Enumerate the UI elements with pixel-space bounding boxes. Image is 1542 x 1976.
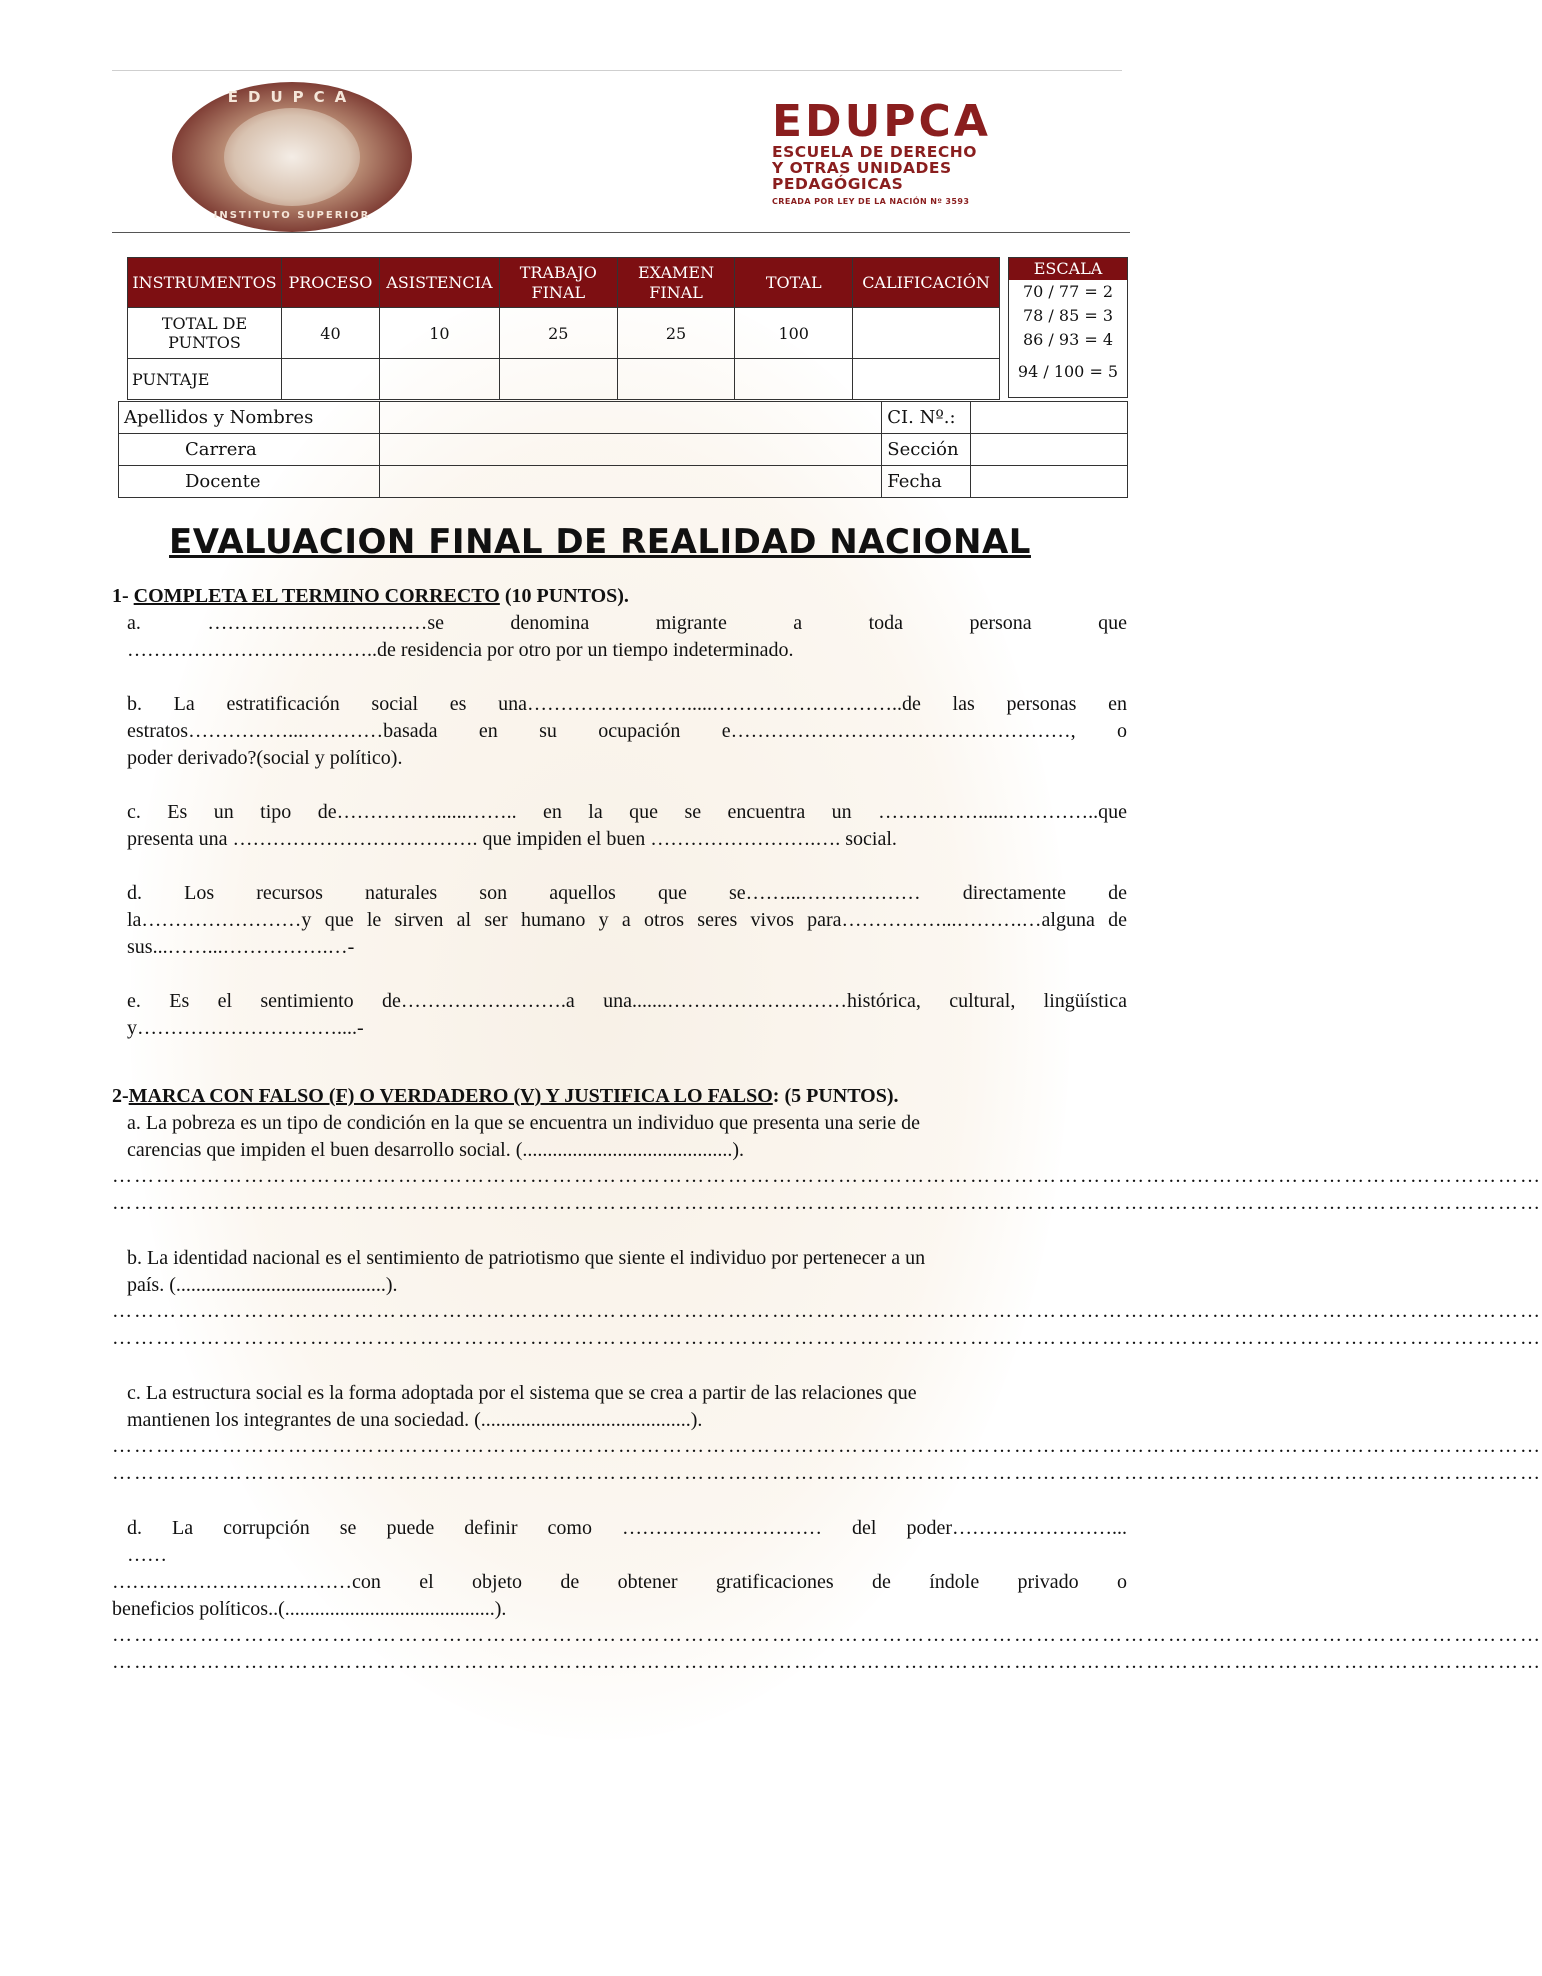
q2b-line: b. La identidad nacional es el sentimiento de patriotismo que siente el individuo por pertenecer a un <box>127 1247 926 1269</box>
seal-bottom-text: INSTITUTO SUPERIOR <box>213 210 371 221</box>
q1b-line: b. La estratificación social es una…………………….....………………………..de las personas en <box>127 693 1127 715</box>
section-2-heading <box>112 1083 899 1110</box>
q1c-line: presenta una ………………………………. que impiden el buen …………………….…. social. <box>127 828 897 850</box>
answer-line[interactable]: …………………………………………………………………………………………………………………………………………………………………………… <box>112 1192 1542 1214</box>
section-2-points: : (5 PUNTOS). <box>772 1085 899 1107</box>
grading-header: INSTRUMENTOS <box>128 258 282 308</box>
section-1-points: (10 PUNTOS). <box>499 585 629 607</box>
total-points-cell: 40 <box>281 308 379 359</box>
grading-header: PROCESO <box>281 258 379 308</box>
seal-top-text: EDUPCA <box>227 88 357 106</box>
q2a-line: a. La pobreza es un tipo de condición en la que se encuentra un individuo que presenta una serie de <box>127 1112 921 1134</box>
teacher-label: Docente <box>119 466 380 498</box>
student-info-table <box>118 401 1128 498</box>
answer-line[interactable]: …………………………………………………………………………………………………………………………………………………………………………… <box>112 1300 1542 1322</box>
ci-label: CI. Nº.: <box>882 402 970 434</box>
brand-block <box>772 96 1072 206</box>
brand-line-3: PEDAGÓGICAS <box>772 175 904 193</box>
q2d-line: ………………………………con el objeto de obtener gratificaciones de índole privado o <box>112 1571 1127 1593</box>
q1b-line: poder derivado?(social y político). <box>127 747 403 769</box>
ci-field[interactable] <box>970 402 1127 434</box>
section-1-number: 1- <box>112 585 134 607</box>
score-cell[interactable] <box>281 359 379 400</box>
section-label: Sección <box>882 434 970 466</box>
q1d-line: la……………………y que le sirven al ser humano y a otros seres vivos para……………...……….…alguna de <box>127 909 1127 931</box>
date-label: Fecha <box>882 466 970 498</box>
total-points-cell <box>853 308 1000 359</box>
q1e-line: y…………………………....- <box>127 1017 364 1039</box>
total-points-cell: 25 <box>499 308 617 359</box>
justice-figure-icon <box>224 108 360 206</box>
scale-item: 78 / 85 = 3 <box>1022 306 1114 325</box>
grading-header: ASISTENCIA <box>379 258 499 308</box>
total-points-cell: 100 <box>735 308 853 359</box>
score-cell[interactable] <box>617 359 735 400</box>
section-field[interactable] <box>970 434 1127 466</box>
scale-title: ESCALA <box>1009 258 1127 280</box>
section-2-title: MARCA CON FALSO (F) O VERDADERO (V) Y JUSTIFICA LO FALSO <box>128 1085 773 1107</box>
page-title: EVALUACION FINAL DE REALIDAD NACIONAL <box>169 522 1031 562</box>
section-2-number: 2- <box>112 1085 129 1107</box>
q2d-line: …… <box>127 1544 167 1566</box>
score-cell[interactable] <box>499 359 617 400</box>
answer-line[interactable]: …………………………………………………………………………………………………………………………………………………………………………… <box>112 1165 1542 1187</box>
answer-line[interactable]: …………………………………………………………………………………………………………………………………………………………………………… <box>112 1624 1542 1646</box>
q1a-line: a. ……………………………se denomina migrante a toda persona que <box>127 612 1127 634</box>
score-cell[interactable] <box>379 359 499 400</box>
answer-line[interactable]: …………………………………………………………………………………………………………………………………………………………………………… <box>112 1462 1542 1484</box>
grading-scale <box>1008 257 1128 398</box>
q2c-line: mantienen los integrantes de una sociedad. (..........................................). <box>127 1409 703 1431</box>
scale-item: 94 / 100 = 5 <box>1017 362 1119 381</box>
career-label: Carrera <box>119 434 380 466</box>
q2d-line: d. La corrupción se puede definir como ………………………… del poder……………………... <box>127 1517 1127 1539</box>
q1d-line: sus...……...…………….…- <box>127 936 355 958</box>
header-rule <box>112 232 1130 233</box>
top-rule <box>112 70 1122 71</box>
grading-header: TRABAJO FINAL <box>499 258 617 308</box>
q1b-line: estratos……………...…………basada en su ocupación e……………………………………………, o <box>127 720 1127 742</box>
q2a-line: carencias que impiden el buen desarrollo social. (..........................................). <box>127 1139 745 1161</box>
date-field[interactable] <box>970 466 1127 498</box>
q1d-line: d. Los recursos naturales son aquellos que se……...……………… directamente de <box>127 882 1127 904</box>
brand-line-1: ESCUELA DE DERECHO <box>772 143 977 161</box>
score-cell[interactable] <box>853 359 1000 400</box>
q2d-line: beneficios políticos..(..........................................). <box>112 1598 507 1620</box>
q1a-line: ………………………………..de residencia por otro por un tiempo indeterminado. <box>127 639 794 661</box>
answer-line[interactable]: …………………………………………………………………………………………………………………………………………………………………………… <box>112 1327 1542 1349</box>
scale-item: 70 / 77 = 2 <box>1022 282 1114 301</box>
score-label: PUNTAJE <box>128 359 282 400</box>
section-1-title: COMPLETA EL TERMINO CORRECTO <box>133 585 500 607</box>
grading-header: TOTAL <box>735 258 853 308</box>
section-1-heading <box>112 583 629 610</box>
name-label: Apellidos y Nombres <box>119 402 380 434</box>
q1c-line: c. Es un tipo de……………......…….. en la que se encuentra un ……………......…………..que <box>127 801 1127 823</box>
career-field[interactable] <box>380 434 882 466</box>
brand-line-2: Y OTRAS UNIDADES <box>772 159 952 177</box>
grading-header: EXAMEN FINAL <box>617 258 735 308</box>
grading-table <box>127 257 1000 400</box>
brand-law: CREADA POR LEY DE LA NACIÓN Nº 3593 <box>772 197 970 206</box>
score-cell[interactable] <box>735 359 853 400</box>
answer-line[interactable]: …………………………………………………………………………………………………………………………………………………………………………… <box>112 1651 1542 1673</box>
q2b-line: país. (..........................................). <box>127 1274 398 1296</box>
grading-header: CALIFICACIÓN <box>853 258 1000 308</box>
answer-line[interactable]: …………………………………………………………………………………………………………………………………………………………………………… <box>112 1435 1542 1457</box>
teacher-field[interactable] <box>380 466 882 498</box>
name-field[interactable] <box>380 402 882 434</box>
q2c-line: c. La estructura social es la forma adoptada por el sistema que se crea a partir de las relaciones que <box>127 1382 917 1404</box>
total-points-cell: 25 <box>617 308 735 359</box>
total-points-cell: 10 <box>379 308 499 359</box>
edupca-seal-logo <box>172 82 412 232</box>
brand-name: EDUPCA <box>772 96 991 147</box>
total-points-label: TOTAL DE PUNTOS <box>128 308 282 359</box>
scale-item: 86 / 93 = 4 <box>1022 330 1114 349</box>
q1e-line: e. Es el sentimiento de…………………….a una.......………………………histórica, cultural, lingüística <box>127 990 1127 1012</box>
